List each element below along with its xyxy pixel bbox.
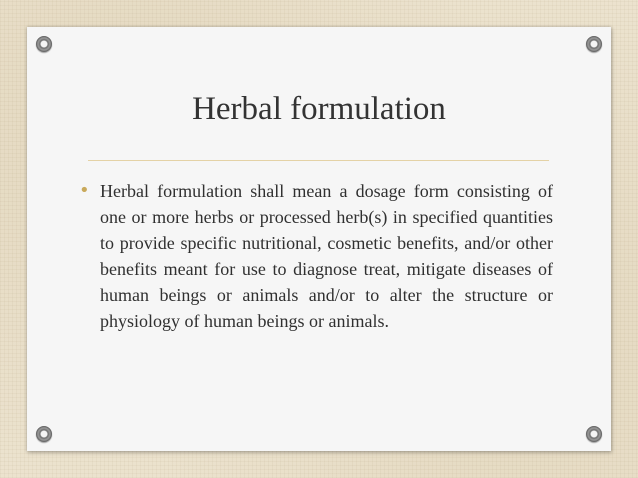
bullet-item bbox=[79, 178, 553, 334]
pin-icon bbox=[36, 426, 52, 442]
title-divider bbox=[88, 160, 549, 161]
pin-icon bbox=[586, 426, 602, 442]
bullet-marker: • bbox=[79, 180, 90, 201]
slide-title: Herbal formulation bbox=[192, 91, 446, 127]
pin-icon bbox=[36, 36, 52, 52]
bullet-text: Herbal formulation shall mean a dosage form consisting of one or more herbs or processed herb(s) in specified quantities to provide specific nutritional, cosmetic benefits, and/or other benefits meant for use to diagnose treat, mitigate diseases of human beings or animals and/or to alter the structure or physiology of human beings or animals. bbox=[100, 181, 553, 331]
slide-card bbox=[27, 27, 611, 451]
pin-icon bbox=[586, 36, 602, 52]
